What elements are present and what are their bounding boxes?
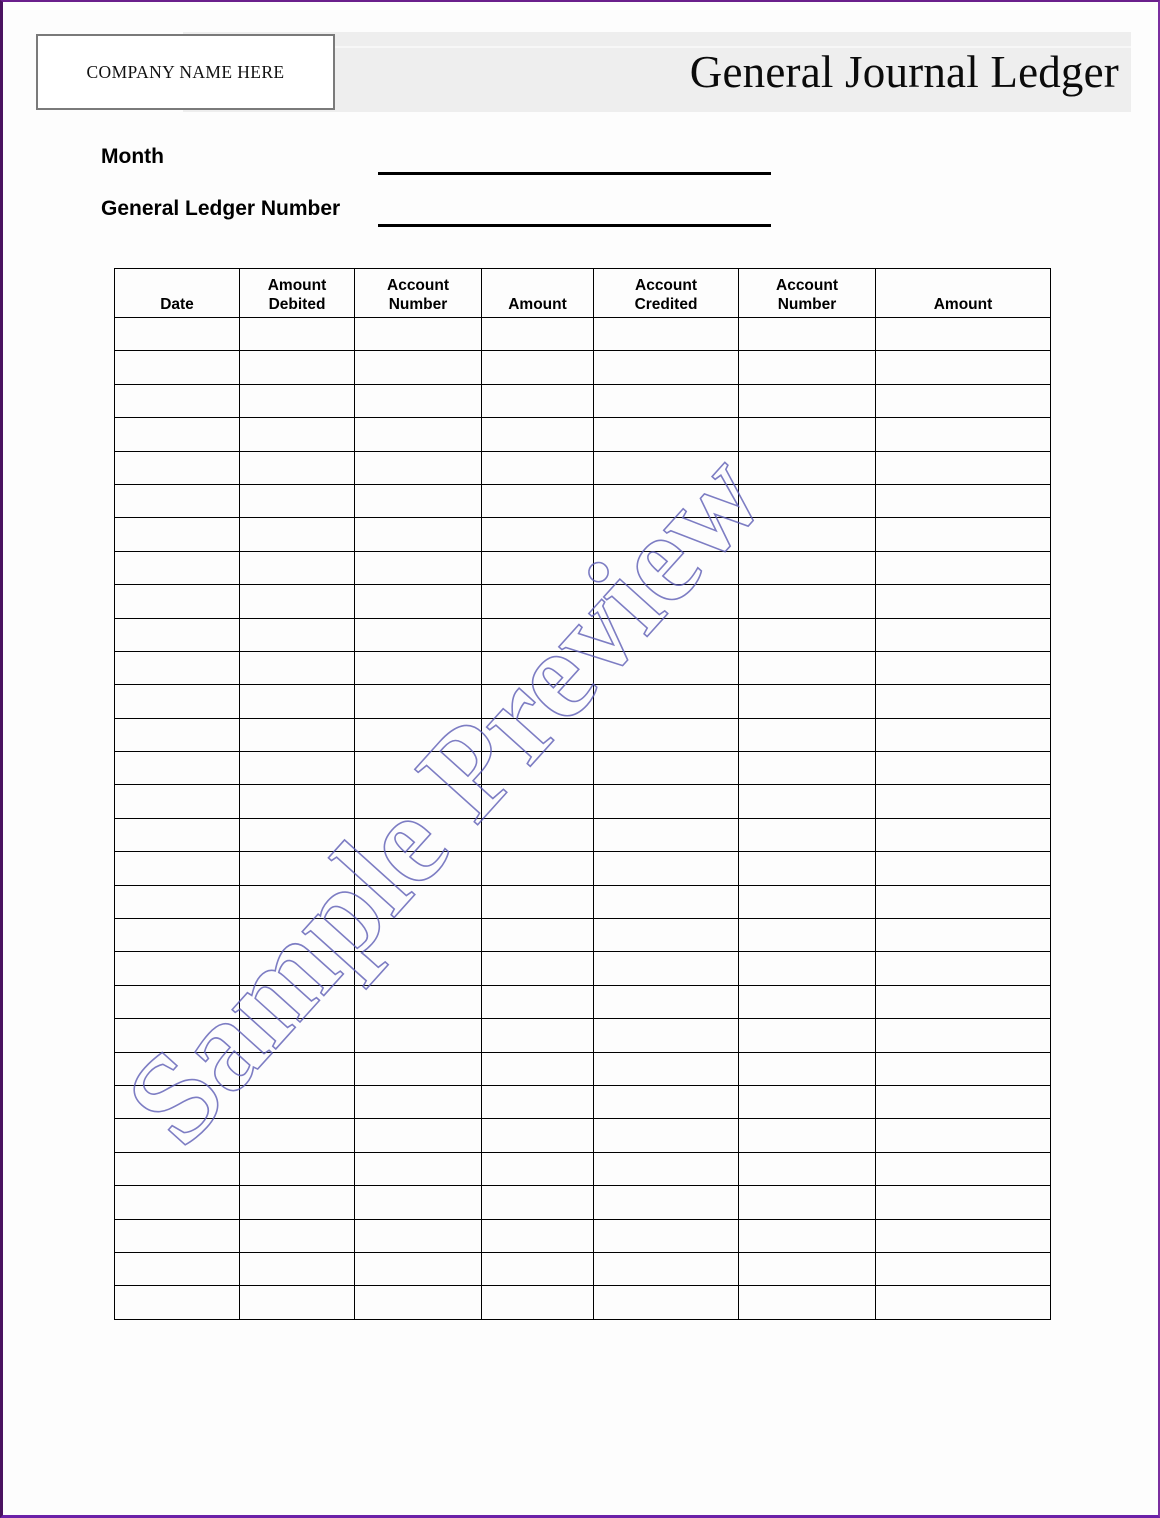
watermark-text: Sample Preview xyxy=(98,424,790,1171)
table-cell-amount_debit[interactable] xyxy=(482,418,594,451)
table-cell-date[interactable] xyxy=(115,852,240,885)
table-cell-amount_debit[interactable] xyxy=(482,484,594,517)
column-header-line1: Amount xyxy=(267,277,327,294)
table-row xyxy=(115,1186,1051,1219)
table-row xyxy=(115,1119,1051,1152)
table-cell-account_number_debit[interactable] xyxy=(355,818,482,851)
column-header-account-credited xyxy=(594,269,739,318)
table-cell-amount_credit[interactable] xyxy=(876,1019,1051,1052)
table-cell-account_number_debit[interactable] xyxy=(355,952,482,985)
table-cell-account_number_debit[interactable] xyxy=(355,518,482,551)
table-cell-amount_debit[interactable] xyxy=(482,1119,594,1152)
table-cell-date[interactable] xyxy=(115,818,240,851)
table-cell-account_credited[interactable] xyxy=(594,1186,739,1219)
table-cell-date[interactable] xyxy=(115,1019,240,1052)
table-cell-account_credited[interactable] xyxy=(594,852,739,885)
table-cell-amount_debited[interactable] xyxy=(240,518,355,551)
table-cell-account_number_debit[interactable] xyxy=(355,885,482,918)
table-cell-date[interactable] xyxy=(115,484,240,517)
table-cell-account_credited[interactable] xyxy=(594,651,739,684)
table-cell-account_number_credit[interactable] xyxy=(739,318,876,351)
table-cell-account_credited[interactable] xyxy=(594,484,739,517)
table-cell-account_credited[interactable] xyxy=(594,952,739,985)
table-cell-account_number_debit[interactable] xyxy=(355,384,482,417)
table-cell-account_number_debit[interactable] xyxy=(355,852,482,885)
table-cell-amount_debited[interactable] xyxy=(240,551,355,584)
table-cell-amount_debited[interactable] xyxy=(240,952,355,985)
table-cell-amount_debited[interactable] xyxy=(240,1152,355,1185)
table-cell-account_credited[interactable] xyxy=(594,551,739,584)
table-cell-amount_debited[interactable] xyxy=(240,1252,355,1285)
table-cell-amount_debited[interactable] xyxy=(240,1219,355,1252)
column-header-line2: Debited xyxy=(268,296,326,313)
table-cell-account_credited[interactable] xyxy=(594,585,739,618)
table-cell-account_number_debit[interactable] xyxy=(355,685,482,718)
table-row xyxy=(115,518,1051,551)
month-input-line[interactable] xyxy=(378,172,771,175)
table-cell-account_credited[interactable] xyxy=(594,351,739,384)
table-cell-account_number_debit[interactable] xyxy=(355,1186,482,1219)
table-cell-account_number_credit[interactable] xyxy=(739,1152,876,1185)
table-cell-account_credited[interactable] xyxy=(594,1019,739,1052)
table-cell-account_number_credit[interactable] xyxy=(739,384,876,417)
table-cell-account_number_debit[interactable] xyxy=(355,618,482,651)
table-cell-account_number_credit[interactable] xyxy=(739,351,876,384)
table-cell-account_number_credit[interactable] xyxy=(739,919,876,952)
table-cell-date[interactable] xyxy=(115,752,240,785)
table-cell-amount_debit[interactable] xyxy=(482,952,594,985)
table-cell-date[interactable] xyxy=(115,1219,240,1252)
table-cell-account_number_debit[interactable] xyxy=(355,785,482,818)
table-cell-amount_debited[interactable] xyxy=(240,752,355,785)
table-cell-account_number_credit[interactable] xyxy=(739,1085,876,1118)
table-cell-account_number_credit[interactable] xyxy=(739,985,876,1018)
table-cell-account_number_debit[interactable] xyxy=(355,752,482,785)
table-cell-account_credited[interactable] xyxy=(594,985,739,1018)
table-row xyxy=(115,451,1051,484)
table-cell-date[interactable] xyxy=(115,1085,240,1118)
table-row xyxy=(115,1152,1051,1185)
page-title: General Journal Ledger xyxy=(689,47,1119,97)
column-header-account-number-credit xyxy=(739,269,876,318)
table-cell-amount_debit[interactable] xyxy=(482,1186,594,1219)
table-row xyxy=(115,1252,1051,1285)
table-cell-account_number_credit[interactable] xyxy=(739,785,876,818)
table-cell-date[interactable] xyxy=(115,1152,240,1185)
table-cell-account_number_debit[interactable] xyxy=(355,484,482,517)
table-cell-amount_debit[interactable] xyxy=(482,985,594,1018)
table-row xyxy=(115,985,1051,1018)
table-cell-amount_credit[interactable] xyxy=(876,885,1051,918)
table-cell-account_credited[interactable] xyxy=(594,685,739,718)
table-cell-amount_credit[interactable] xyxy=(876,618,1051,651)
table-cell-amount_credit[interactable] xyxy=(876,585,1051,618)
table-cell-date[interactable] xyxy=(115,919,240,952)
table-cell-amount_debited[interactable] xyxy=(240,852,355,885)
column-header-amount-debited xyxy=(240,269,355,318)
ledger-number-field-row xyxy=(101,197,340,221)
table-cell-amount_credit[interactable] xyxy=(876,952,1051,985)
table-cell-amount_debited[interactable] xyxy=(240,985,355,1018)
table-cell-account_number_debit[interactable] xyxy=(355,718,482,751)
ledger-number-input-line[interactable] xyxy=(378,224,771,227)
table-cell-amount_credit[interactable] xyxy=(876,1119,1051,1152)
table-cell-date[interactable] xyxy=(115,551,240,584)
table-cell-account_credited[interactable] xyxy=(594,785,739,818)
column-header-line1: Account xyxy=(387,277,449,294)
month-field-row xyxy=(101,145,164,169)
table-row xyxy=(115,418,1051,451)
table-cell-amount_credit[interactable] xyxy=(876,919,1051,952)
table-cell-account_credited[interactable] xyxy=(594,1219,739,1252)
table-cell-account_number_credit[interactable] xyxy=(739,818,876,851)
table-cell-date[interactable] xyxy=(115,1252,240,1285)
table-row xyxy=(115,1052,1051,1085)
table-cell-account_number_credit[interactable] xyxy=(739,1186,876,1219)
table-cell-amount_debited[interactable] xyxy=(240,318,355,351)
table-cell-account_number_debit[interactable] xyxy=(355,1219,482,1252)
table-cell-amount_credit[interactable] xyxy=(876,1219,1051,1252)
table-cell-date[interactable] xyxy=(115,651,240,684)
table-cell-amount_debited[interactable] xyxy=(240,451,355,484)
column-header-account-number-debit xyxy=(355,269,482,318)
table-cell-amount_debit[interactable] xyxy=(482,1252,594,1285)
table-row xyxy=(115,818,1051,851)
table-cell-account_number_debit[interactable] xyxy=(355,1286,482,1319)
table-cell-amount_debited[interactable] xyxy=(240,585,355,618)
table-cell-amount_debited[interactable] xyxy=(240,1119,355,1152)
table-cell-amount_credit[interactable] xyxy=(876,852,1051,885)
table-cell-amount_credit[interactable] xyxy=(876,551,1051,584)
table-cell-amount_debit[interactable] xyxy=(482,1219,594,1252)
table-cell-account_credited[interactable] xyxy=(594,518,739,551)
table-cell-amount_debit[interactable] xyxy=(482,1286,594,1319)
table-cell-date[interactable] xyxy=(115,1186,240,1219)
table-cell-account_credited[interactable] xyxy=(594,818,739,851)
table-cell-account_credited[interactable] xyxy=(594,1052,739,1085)
table-cell-account_number_debit[interactable] xyxy=(355,919,482,952)
table-cell-amount_debit[interactable] xyxy=(482,885,594,918)
table-cell-account_credited[interactable] xyxy=(594,318,739,351)
table-row xyxy=(115,318,1051,351)
table-cell-amount_debit[interactable] xyxy=(482,351,594,384)
table-cell-date[interactable] xyxy=(115,685,240,718)
company-name-text: COMPANY NAME HERE xyxy=(86,62,285,82)
column-header-line2: Amount xyxy=(933,296,993,313)
table-cell-date[interactable] xyxy=(115,418,240,451)
table-cell-date[interactable] xyxy=(115,718,240,751)
table-cell-amount_credit[interactable] xyxy=(876,1152,1051,1185)
table-cell-amount_debited[interactable] xyxy=(240,885,355,918)
table-cell-amount_credit[interactable] xyxy=(876,818,1051,851)
column-header-line2: Date xyxy=(160,296,194,313)
table-cell-amount_credit[interactable] xyxy=(876,1186,1051,1219)
table-cell-amount_debit[interactable] xyxy=(482,451,594,484)
table-cell-amount_debit[interactable] xyxy=(482,585,594,618)
column-header-line1: Account xyxy=(635,277,697,294)
table-cell-date[interactable] xyxy=(115,1119,240,1152)
table-cell-account_number_credit[interactable] xyxy=(739,1252,876,1285)
table-cell-amount_debited[interactable] xyxy=(240,685,355,718)
table-cell-date[interactable] xyxy=(115,451,240,484)
table-cell-account_number_credit[interactable] xyxy=(739,585,876,618)
table-cell-amount_credit[interactable] xyxy=(876,785,1051,818)
table-cell-amount_credit[interactable] xyxy=(876,484,1051,517)
table-cell-date[interactable] xyxy=(115,518,240,551)
table-cell-amount_debited[interactable] xyxy=(240,919,355,952)
table-cell-amount_credit[interactable] xyxy=(876,1286,1051,1319)
table-cell-account_credited[interactable] xyxy=(594,618,739,651)
table-row xyxy=(115,551,1051,584)
table-cell-account_number_debit[interactable] xyxy=(355,351,482,384)
table-cell-amount_debited[interactable] xyxy=(240,1085,355,1118)
table-cell-amount_debit[interactable] xyxy=(482,1085,594,1118)
table-cell-amount_credit[interactable] xyxy=(876,985,1051,1018)
table-cell-amount_credit[interactable] xyxy=(876,1252,1051,1285)
table-cell-account_credited[interactable] xyxy=(594,1152,739,1185)
ledger-table-head xyxy=(115,269,1051,318)
table-row xyxy=(115,919,1051,952)
table-cell-account_credited[interactable] xyxy=(594,885,739,918)
table-cell-account_credited[interactable] xyxy=(594,418,739,451)
table-cell-amount_debit[interactable] xyxy=(482,1152,594,1185)
table-cell-date[interactable] xyxy=(115,952,240,985)
table-row xyxy=(115,1085,1051,1118)
column-header-amount-debit xyxy=(482,269,594,318)
table-cell-account_number_debit[interactable] xyxy=(355,318,482,351)
table-cell-amount_credit[interactable] xyxy=(876,318,1051,351)
table-cell-amount_debited[interactable] xyxy=(240,1186,355,1219)
table-cell-account_number_credit[interactable] xyxy=(739,852,876,885)
column-header-date xyxy=(115,269,240,318)
table-row xyxy=(115,618,1051,651)
table-cell-account_number_credit[interactable] xyxy=(739,418,876,451)
table-cell-amount_credit[interactable] xyxy=(876,351,1051,384)
table-cell-amount_debit[interactable] xyxy=(482,318,594,351)
table-row xyxy=(115,718,1051,751)
table-cell-account_number_credit[interactable] xyxy=(739,1019,876,1052)
table-cell-account_number_debit[interactable] xyxy=(355,985,482,1018)
table-cell-amount_debit[interactable] xyxy=(482,384,594,417)
table-row xyxy=(115,852,1051,885)
table-cell-amount_credit[interactable] xyxy=(876,418,1051,451)
table-cell-amount_debit[interactable] xyxy=(482,651,594,684)
table-cell-account_number_credit[interactable] xyxy=(739,618,876,651)
table-cell-account_number_credit[interactable] xyxy=(739,885,876,918)
table-cell-date[interactable] xyxy=(115,885,240,918)
table-cell-amount_debit[interactable] xyxy=(482,718,594,751)
table-cell-account_number_debit[interactable] xyxy=(355,451,482,484)
table-cell-account_number_debit[interactable] xyxy=(355,551,482,584)
table-cell-account_number_debit[interactable] xyxy=(355,1019,482,1052)
month-label: Month xyxy=(101,145,164,168)
table-cell-account_number_credit[interactable] xyxy=(739,518,876,551)
ledger-table-body xyxy=(115,318,1051,1320)
table-cell-account_credited[interactable] xyxy=(594,1286,739,1319)
table-row xyxy=(115,1219,1051,1252)
table-cell-amount_debit[interactable] xyxy=(482,785,594,818)
table-cell-amount_debit[interactable] xyxy=(482,1052,594,1085)
table-row xyxy=(115,651,1051,684)
table-cell-amount_debited[interactable] xyxy=(240,818,355,851)
table-cell-amount_debit[interactable] xyxy=(482,685,594,718)
table-cell-account_number_credit[interactable] xyxy=(739,484,876,517)
table-cell-amount_debited[interactable] xyxy=(240,718,355,751)
table-cell-date[interactable] xyxy=(115,985,240,1018)
ledger-table xyxy=(114,268,1051,1320)
table-cell-amount_credit[interactable] xyxy=(876,384,1051,417)
table-cell-date[interactable] xyxy=(115,384,240,417)
table-row xyxy=(115,952,1051,985)
table-cell-amount_debit[interactable] xyxy=(482,752,594,785)
table-row xyxy=(115,351,1051,384)
column-header-line2: Number xyxy=(777,296,837,313)
table-cell-account_number_debit[interactable] xyxy=(355,1052,482,1085)
table-cell-amount_credit[interactable] xyxy=(876,1085,1051,1118)
table-cell-account_number_credit[interactable] xyxy=(739,952,876,985)
table-cell-amount_credit[interactable] xyxy=(876,718,1051,751)
table-cell-account_credited[interactable] xyxy=(594,451,739,484)
table-cell-account_number_credit[interactable] xyxy=(739,1219,876,1252)
table-cell-account_number_credit[interactable] xyxy=(739,1286,876,1319)
company-name-box[interactable] xyxy=(36,34,335,110)
table-cell-date[interactable] xyxy=(115,318,240,351)
table-cell-account_number_credit[interactable] xyxy=(739,451,876,484)
table-cell-amount_debited[interactable] xyxy=(240,618,355,651)
table-cell-account_number_debit[interactable] xyxy=(355,585,482,618)
table-cell-account_number_credit[interactable] xyxy=(739,685,876,718)
table-cell-account_number_debit[interactable] xyxy=(355,1119,482,1152)
table-cell-account_number_debit[interactable] xyxy=(355,1085,482,1118)
table-cell-amount_debited[interactable] xyxy=(240,1052,355,1085)
table-row xyxy=(115,685,1051,718)
table-cell-amount_credit[interactable] xyxy=(876,518,1051,551)
table-cell-amount_debited[interactable] xyxy=(240,384,355,417)
table-cell-account_number_debit[interactable] xyxy=(355,418,482,451)
table-cell-account_credited[interactable] xyxy=(594,718,739,751)
table-cell-amount_debit[interactable] xyxy=(482,1019,594,1052)
table-cell-amount_debit[interactable] xyxy=(482,919,594,952)
table-cell-amount_debit[interactable] xyxy=(482,852,594,885)
table-cell-amount_debited[interactable] xyxy=(240,484,355,517)
table-cell-account_number_debit[interactable] xyxy=(355,1252,482,1285)
table-cell-account_number_debit[interactable] xyxy=(355,651,482,684)
table-cell-amount_credit[interactable] xyxy=(876,752,1051,785)
table-cell-account_number_credit[interactable] xyxy=(739,718,876,751)
column-header-line2: Number xyxy=(388,296,448,313)
column-header-line1: Account xyxy=(776,277,838,294)
table-cell-amount_debited[interactable] xyxy=(240,651,355,684)
table-cell-amount_debit[interactable] xyxy=(482,518,594,551)
table-cell-account_credited[interactable] xyxy=(594,1252,739,1285)
table-cell-amount_credit[interactable] xyxy=(876,651,1051,684)
table-row xyxy=(115,1286,1051,1319)
table-cell-account_number_credit[interactable] xyxy=(739,1119,876,1152)
table-cell-date[interactable] xyxy=(115,1286,240,1319)
table-row xyxy=(115,752,1051,785)
table-cell-amount_debit[interactable] xyxy=(482,551,594,584)
column-header-amount-credit xyxy=(876,269,1051,318)
table-cell-date[interactable] xyxy=(115,618,240,651)
ledger-number-label: General Ledger Number xyxy=(101,197,341,220)
table-cell-account_credited[interactable] xyxy=(594,919,739,952)
table-cell-amount_debited[interactable] xyxy=(240,351,355,384)
table-row xyxy=(115,585,1051,618)
table-row xyxy=(115,1019,1051,1052)
table-cell-amount_debit[interactable] xyxy=(482,618,594,651)
table-row xyxy=(115,484,1051,517)
column-header-line2: Credited xyxy=(634,296,698,313)
table-cell-amount_credit[interactable] xyxy=(876,451,1051,484)
table-cell-amount_debited[interactable] xyxy=(240,1019,355,1052)
table-row xyxy=(115,384,1051,417)
table-cell-date[interactable] xyxy=(115,351,240,384)
column-header-line2: Amount xyxy=(508,296,567,313)
table-cell-account_number_debit[interactable] xyxy=(355,1152,482,1185)
table-cell-account_credited[interactable] xyxy=(594,1085,739,1118)
table-cell-date[interactable] xyxy=(115,785,240,818)
table-row xyxy=(115,885,1051,918)
table-cell-date[interactable] xyxy=(115,1052,240,1085)
table-cell-account_number_credit[interactable] xyxy=(739,651,876,684)
table-cell-amount_debited[interactable] xyxy=(240,785,355,818)
table-cell-account_credited[interactable] xyxy=(594,752,739,785)
table-header-row xyxy=(115,269,1051,318)
table-cell-account_number_credit[interactable] xyxy=(739,752,876,785)
table-cell-account_credited[interactable] xyxy=(594,384,739,417)
table-cell-amount_credit[interactable] xyxy=(876,685,1051,718)
table-cell-amount_debit[interactable] xyxy=(482,818,594,851)
table-cell-account_credited[interactable] xyxy=(594,1119,739,1152)
table-cell-account_number_credit[interactable] xyxy=(739,1052,876,1085)
table-cell-amount_credit[interactable] xyxy=(876,1052,1051,1085)
table-cell-account_number_credit[interactable] xyxy=(739,551,876,584)
table-cell-date[interactable] xyxy=(115,585,240,618)
table-cell-amount_debited[interactable] xyxy=(240,1286,355,1319)
table-cell-amount_debited[interactable] xyxy=(240,418,355,451)
table-row xyxy=(115,785,1051,818)
